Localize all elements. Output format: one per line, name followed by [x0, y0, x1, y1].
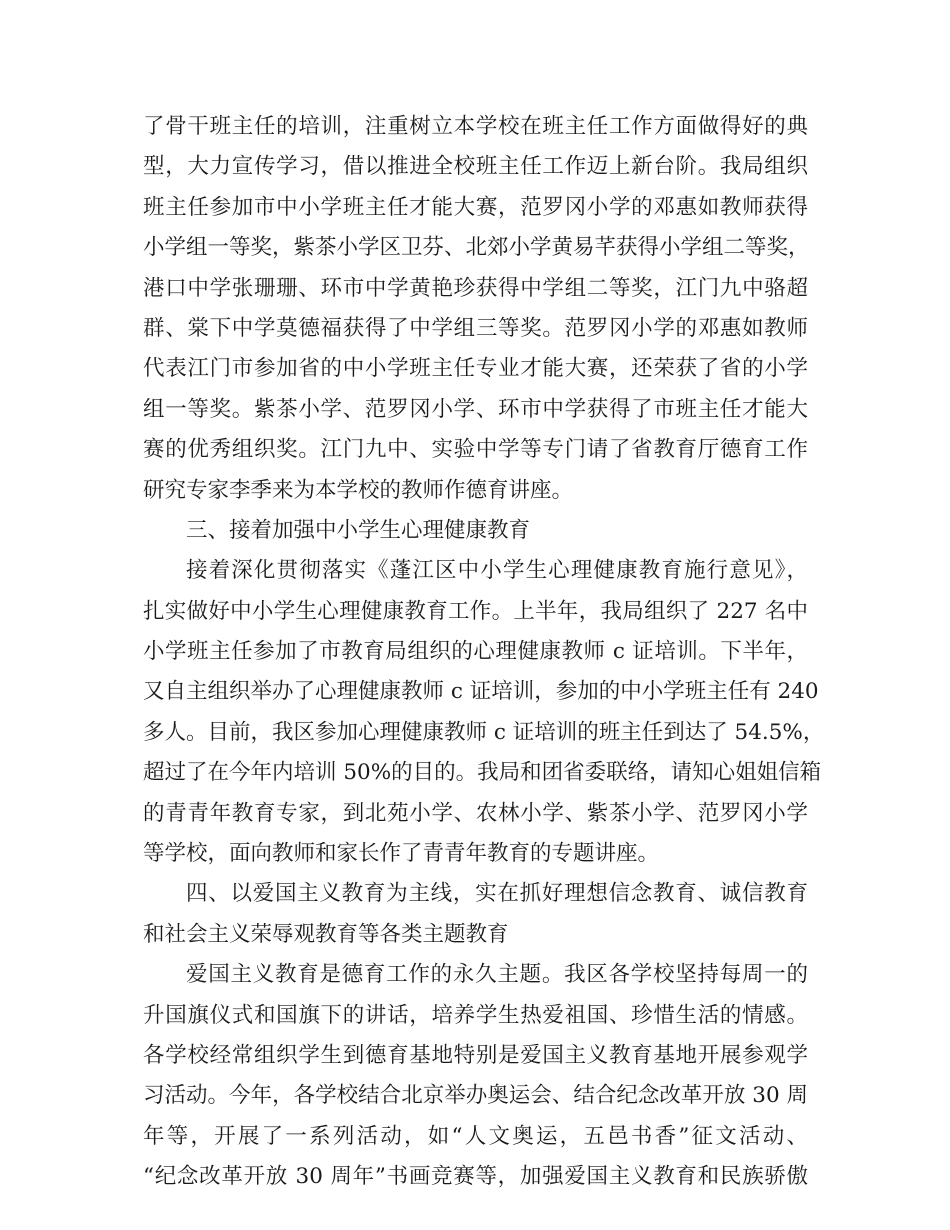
- text-line: 代表江门市参加省的中小学班主任专业才能大赛，还荣获了省的小学: [143, 356, 808, 382]
- text-line: 接着深化贯彻落实《蓬江区中小学生心理健康教育施行意见》，: [186, 558, 808, 584]
- document-body: [143, 107, 825, 1198]
- text-line: “纪念改革开放 30 周年”书画竞赛等，加强爱国主义教育和民族骄傲: [143, 1164, 808, 1190]
- text-line: 和社会主义荣辱观教育等各类主题教育: [143, 921, 509, 947]
- text-line: 了骨干班主任的培训，注重树立本学校在班主任工作方面做得好的典: [143, 114, 808, 139]
- text-line: 习活动。今年，各学校结合北京举办奥运会、结合纪念改革开放 30 周: [143, 1083, 808, 1109]
- text-line: 赛的优秀组织奖。江门九中、实验中学等专门请了省教育厅德育工作: [143, 437, 808, 463]
- text-line: 升国旗仪式和国旗下的讲话，培养学生热爱祖国、珍惜生活的情感。: [143, 1002, 808, 1028]
- text-line: 等学校，面向教师和家长作了青青年教育的专题讲座。: [143, 841, 660, 867]
- text-line: 研究专家李季来为本学校的教师作德育讲座。: [143, 477, 574, 503]
- text-line: 三、接着加强中小学生心理健康教育: [186, 517, 531, 543]
- text-line: 港口中学张珊珊、环市中学黄艳珍获得中学组二等奖，江门九中骆超: [143, 275, 808, 301]
- text-line: 扎实做好中小学生心理健康教育工作。上半年，我局组织了 227 名中: [143, 598, 808, 624]
- text-line: 型，大力宣传学习，借以推进全校班主任工作迈上新台阶。我局组织: [143, 154, 808, 180]
- text-line: 组一等奖。紫茶小学、范罗冈小学、环市中学获得了市班主任才能大: [143, 396, 808, 422]
- text-line: 小学班主任参加了市教育局组织的心理健康教师 c 证培训。下半年，: [143, 639, 808, 665]
- text-line: 又自主组织举办了心理健康教师 c 证培训，参加的中小学班主任有 240: [143, 679, 819, 705]
- text-line: 四、以爱国主义教育为主线，实在抓好理想信念教育、诚信教育: [186, 881, 808, 907]
- text-line: 多人。目前，我区参加心理健康教师 c 证培训的班主任到达了 54.5%，: [143, 719, 825, 745]
- text-line: 班主任参加市中小学班主任才能大赛，范罗冈小学的邓惠如教师获得: [143, 194, 808, 220]
- text-line: 各学校经常组织学生到德育基地特别是爱国主义教育基地开展参观学: [143, 1042, 808, 1068]
- text-line: 爱国主义教育是德育工作的永久主题。我区各学校坚持每周一的: [186, 962, 808, 988]
- text-line: 群、棠下中学莫德福获得了中学组三等奖。范罗冈小学的邓惠如教师: [143, 315, 808, 341]
- text-line: 超过了在今年内培训 50%的目的。我局和团省委联络，请知心姐姐信箱: [143, 760, 822, 786]
- text-line: 的青青年教育专家，到北苑小学、农林小学、紫茶小学、范罗冈小学: [143, 800, 808, 826]
- text-line: 年等，开展了一系列活动，如“人文奥运，五邑书香”征文活动、: [143, 1123, 808, 1149]
- text-line: 小学组一等奖，紫茶小学区卫芬、北郊小学黄易芊获得小学组二等奖，: [143, 235, 810, 261]
